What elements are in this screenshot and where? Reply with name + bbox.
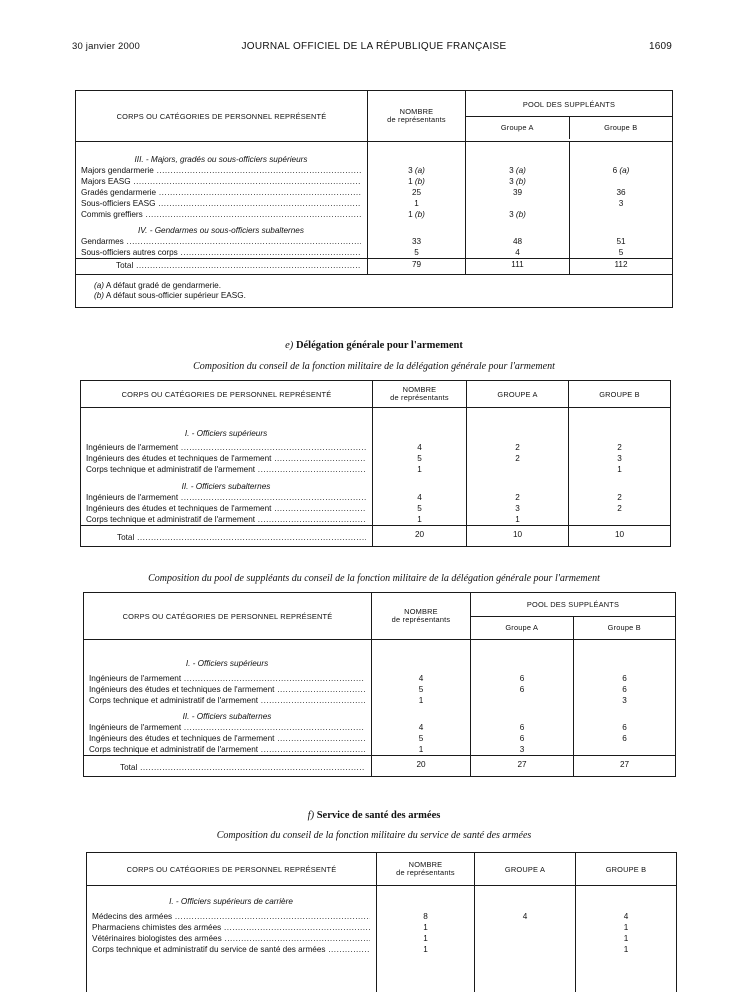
list-item: Majors gendarmerie ..... xyxy=(81,165,361,176)
total-groupe-a: 10 xyxy=(467,526,569,547)
footnote-b: (b) A défaut sous-officier supérieur EASG. xyxy=(94,291,664,301)
pool-label: POOL DES SUPPLÉANTS xyxy=(471,594,675,617)
groupe-b-values: 4 1 1 1 xyxy=(576,886,677,992)
total-label: Total ..... xyxy=(120,762,365,773)
list-item: Gendarmes ..... xyxy=(81,236,361,247)
column-header-groupe-b: Groupe B xyxy=(573,617,676,639)
caption-conseil-dga: Composition du conseil de la fonction militaire de la délégation générale pour l'armement xyxy=(0,361,748,372)
footnote-a: (a) A défaut gradé de gendarmerie. xyxy=(94,281,664,291)
list-item: Ingénieurs des études et techniques de l'armement ..... xyxy=(89,733,365,744)
nombre-label: NOMBRE xyxy=(377,861,474,869)
list-item: Ingénieurs de l'armement ..... xyxy=(89,673,365,684)
groupe-a-values: 3 (a) 3 (b) 39 3 (b) 48 4 xyxy=(466,142,570,259)
section-heading-f: f) Service de santé des armées xyxy=(0,810,748,821)
total-groupe-a: 111 xyxy=(466,259,570,275)
groupe-a-values: 2 2 2 3 1 xyxy=(467,408,569,526)
total-groupe-b: 27 xyxy=(574,756,676,777)
pool-label: POOL DES SUPPLÉANTS xyxy=(466,94,672,117)
nombre-label: NOMBRE xyxy=(373,386,466,394)
group-heading: IV. - Gendarmes ou sous-officiers subalternes xyxy=(81,225,361,236)
table-body-row xyxy=(81,408,671,526)
group-heading: I. - Officiers supérieurs xyxy=(89,658,365,669)
total-nombre: 20 xyxy=(372,756,471,777)
column-header-nombre xyxy=(377,853,475,886)
list-item: Majors EASG ..... xyxy=(81,176,361,187)
column-header-groupe-b: GROUPE B xyxy=(576,853,677,886)
group-heading: III. - Majors, gradés ou sous-officiers supérieurs xyxy=(81,154,361,165)
list-item: Ingénieurs des études et techniques de l'armement ..... xyxy=(86,453,366,464)
total-label: Total ..... xyxy=(116,260,361,271)
list-item: Ingénieurs de l'armement ..... xyxy=(89,722,365,733)
groupe-b-values: 6 (a) 36 3 51 5 xyxy=(570,142,673,259)
caption-conseil-sante: Composition du conseil de la fonction militaire du service de santé des armées xyxy=(0,830,748,841)
representants-label: de représentants xyxy=(373,394,466,402)
total-row xyxy=(84,756,676,777)
column-header-corps: CORPS OU CATÉGORIES DE PERSONNEL REPRÉSENTÉ xyxy=(81,381,373,408)
representants-label: de représentants xyxy=(368,116,465,124)
nombre-label: NOMBRE xyxy=(372,608,470,616)
header-date: 30 janvier 2000 xyxy=(72,41,140,52)
column-header-corps: CORPS OU CATÉGORIES DE PERSONNEL REPRÉSENTÉ xyxy=(84,593,372,640)
total-label: Total ..... xyxy=(117,532,366,543)
section-heading-e: e) Délégation générale pour l'armement xyxy=(0,340,748,351)
total-groupe-a: 27 xyxy=(471,756,574,777)
list-item: Corps technique et administratif du service de santé des armées ..... xyxy=(92,944,370,955)
list-item: Sous-officiers autres corps ..... xyxy=(81,247,361,258)
table-conseil-sante xyxy=(86,852,677,992)
column-header-nombre xyxy=(368,91,466,142)
page-number: 1609 xyxy=(649,41,672,52)
column-header-nombre xyxy=(372,593,471,640)
table-body-row xyxy=(87,886,677,992)
table-gendarmerie-pool xyxy=(75,90,673,308)
column-header-groupe-a: GROUPE A xyxy=(475,853,576,886)
column-header-nombre xyxy=(373,381,467,408)
table-header-row xyxy=(87,853,677,886)
total-groupe-b: 10 xyxy=(569,526,671,547)
list-item: Sous-officiers EASG ..... xyxy=(81,198,361,209)
total-groupe-b: 112 xyxy=(570,259,673,275)
total-row xyxy=(81,526,671,547)
group-heading: I. - Officiers supérieurs xyxy=(86,428,366,439)
list-item: Corps technique et administratif de l'armement ..... xyxy=(86,514,366,525)
column-header-pool xyxy=(471,593,676,640)
caption-pool-dga: Composition du pool de suppléants du conseil de la fonction militaire de la délégation générale pour l'armement xyxy=(0,573,748,584)
column-header-corps: CORPS OU CATÉGORIES DE PERSONNEL REPRÉSENTÉ xyxy=(87,853,377,886)
representants-label: de représentants xyxy=(372,616,470,624)
list-item: Corps technique et administratif de l'armement ..... xyxy=(89,695,365,706)
column-header-groupe-a: GROUPE A xyxy=(467,381,569,408)
nombre-values: 4 5 1 4 5 1 xyxy=(373,408,467,526)
table-body-row xyxy=(84,640,676,756)
table-conseil-dga xyxy=(80,380,671,547)
nombre-label: NOMBRE xyxy=(368,108,465,116)
column-header-pool xyxy=(466,91,673,142)
list-item: Médecins des armées ..... xyxy=(92,911,370,922)
list-item: Vétérinaires biologistes des armées ..... xyxy=(92,933,370,944)
column-header-groupe-b: GROUPE B xyxy=(569,381,671,408)
column-header-groupe-b: Groupe B xyxy=(569,117,673,139)
groupe-a-values: 4 xyxy=(475,886,576,992)
group-heading: II. - Officiers subalternes xyxy=(86,481,366,492)
groupe-b-values: 6 6 3 6 6 xyxy=(574,640,676,756)
list-item: Commis greffiers ..... xyxy=(81,209,361,220)
list-item: Ingénieurs de l'armement ..... xyxy=(86,442,366,453)
list-item: Ingénieurs des études et techniques de l'armement ..... xyxy=(86,503,366,514)
groupe-a-values: 6 6 6 6 3 xyxy=(471,640,574,756)
table-header-row xyxy=(84,593,676,640)
table-pool-dga xyxy=(83,592,676,777)
column-header-groupe-a: Groupe A xyxy=(466,117,569,139)
footnotes-row xyxy=(76,275,673,308)
total-nombre: 79 xyxy=(368,259,466,275)
list-item: Corps technique et administratif de l'armement ..... xyxy=(86,464,366,475)
group-heading: II. - Officiers subalternes xyxy=(89,711,365,722)
representants-label: de représentants xyxy=(377,869,474,877)
list-item: Corps technique et administratif de l'armement ..... xyxy=(89,744,365,755)
table-header-row xyxy=(81,381,671,408)
journal-title: JOURNAL OFFICIEL DE LA RÉPUBLIQUE FRANÇAISE xyxy=(0,41,748,52)
column-header-corps: CORPS OU CATÉGORIES DE PERSONNEL REPRÉSENTÉ xyxy=(76,91,368,142)
table-body-row xyxy=(76,142,673,259)
total-row xyxy=(76,259,673,275)
list-item: Ingénieurs de l'armement ..... xyxy=(86,492,366,503)
list-item: Gradés gendarmerie ..... xyxy=(81,187,361,198)
table-header-row xyxy=(76,91,673,142)
total-nombre: 20 xyxy=(373,526,467,547)
list-item: Pharmaciens chimistes des armées ..... xyxy=(92,922,370,933)
groupe-b-values: 2 3 1 2 2 xyxy=(569,408,671,526)
group-heading: I. - Officiers supérieurs de carrière xyxy=(92,896,370,907)
nombre-values: 4 5 1 4 5 1 xyxy=(372,640,471,756)
column-header-groupe-a: Groupe A xyxy=(471,617,573,639)
nombre-values: 3 (a) 1 (b) 25 1 1 (b) 33 5 xyxy=(368,142,466,259)
list-item: Ingénieurs des études et techniques de l'armement ..... xyxy=(89,684,365,695)
nombre-values: 8 1 1 1 xyxy=(377,886,475,992)
